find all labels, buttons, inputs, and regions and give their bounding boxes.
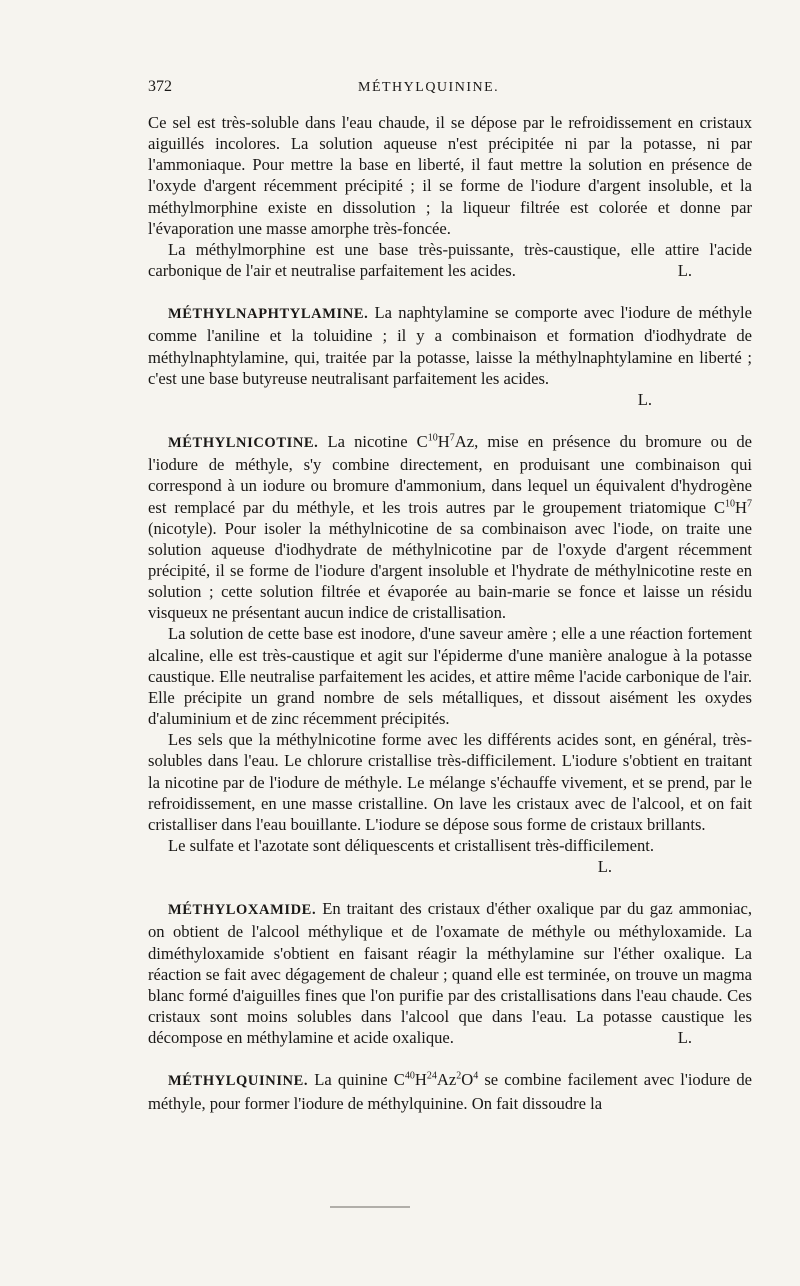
formula-subscript: 40 (404, 1070, 415, 1082)
entry-text: H (414, 1070, 427, 1090)
entry-methylquinine (148, 1069, 752, 1113)
author-signature: L. (677, 261, 692, 281)
formula-subscript: 7 (747, 497, 752, 509)
entry-text: La nicotine C (327, 432, 428, 452)
running-title: MÉTHYLQUININE. (358, 80, 500, 95)
entry-text: se combine facilement avec l'iodure de méthyle, pour former l'iodure de méthylquinine. On fait dissoudre la (148, 1070, 753, 1113)
entry-text: (nicotyle). Pour isoler la méthylnicotine de sa combinaison avec l'iode, on traite une solution aqueuse d'iodhydrate de méthylnicotine par de l'oxyde d'argent récemment précipité, il se forme de l'iodure d'argent insoluble et l'hydrate de méthylnicotine reste en solution ; cette solution filtrée et évaporée au bain-marie se fonce et laisse un résidu visqueux ne présentant aucun indice de cristallisation. (148, 518, 752, 623)
formula-subscript: 10 (427, 432, 438, 444)
entry-keyword: MÉTHYLOXAMIDE. (168, 902, 317, 919)
formula-subscript: 2 (456, 1070, 462, 1082)
entry-methyloxamide (148, 898, 752, 1048)
paragraph (148, 239, 752, 281)
paragraph-text: La méthylmorphine est une base très-puissante, très-caustique, elle attire l'acide carbonique de l'air et neutralise parfaitement les acides. (148, 239, 752, 281)
body-text (148, 112, 752, 1114)
paragraph: Ce sel est très-soluble dans l'eau chaude, il se dépose par le refroidissement en cristaux aiguillés incolores. La solution aqueuse n'est précipitée ni par la potasse, ni par l'ammoniaque. Pour mettre la base en liberté, il faut mettre la solution en présence de l'oxyde d'argent récemment précipité ; il se forme de l'iodure d'argent insoluble, et la méthylmorphine existe en dissolution ; la liqueur filtrée est colorée et donne par l'évaporation une masse amorphe très-foncée. (148, 113, 752, 238)
entry-text: H (735, 497, 747, 517)
paragraph: Le sulfate et l'azotate sont déliquescents et cristallisent très-difficilement. (168, 836, 655, 855)
page-header (148, 78, 752, 106)
paragraph: Les sels que la méthylnicotine forme avec les différents acides sont, en général, très-solubles dans l'eau. Le chlorure cristallise très-difficilement. L'iodure s'obtient en traitant la nicotine par de l'iodure de méthyle. Le mélange s'échauffe vivement, et se prend, par le refroidissement, en une masse cristalline. On lave les cristaux avec de l'alcool, et on fait cristalliser dans l'eau bouillante. L'iodure se dépose sous forme de cristaux brillants. (148, 730, 752, 834)
entry-text: En traitant des cristaux d'éther oxalique par du gaz ammoniac, on obtient de l'alcool méthylique et de l'oxamate de méthyle ou méthyloxamide. La diméthyloxamide s'obtient en faisant réagir la méthylamine sur l'éther oxalique. La réaction se fait avec dégagement de chaleur ; quand elle est terminée, on trouve un magma blanc formé d'aiguilles fines que l'on purifie par des cristallisations dans l'eau chaude. Ces cristaux sont moins solubles dans l'alcool que dans l'eau. La potasse caustique les décompose en méthylamine et acide oxalique. (148, 899, 752, 1048)
entry-text: Az, mise en présence du bromure ou de l'iodure de méthyle, s'y combine directement, en produisant une combinaison qui correspond à un iodure ou bromure d'ammonium, dans lequel un équivalent d'hydrogène est remplacé par du méthyle, et les trois autres par le groupement triatomique C (148, 432, 752, 517)
entry-methylnaphtylamine (148, 302, 752, 389)
entry-keyword: MÉTHYLNICOTINE. (168, 435, 319, 452)
page-number: 372 (148, 78, 172, 95)
formula-subscript: 10 (725, 497, 736, 509)
entry-text: Az (436, 1070, 457, 1090)
entry-text: H (437, 432, 450, 452)
entry-keyword: MÉTHYLQUININE. (168, 1073, 309, 1090)
entry-text: O (461, 1070, 474, 1090)
formula-subscript: 4 (473, 1070, 479, 1082)
formula-subscript: 7 (449, 432, 455, 444)
entry-text: La naphtylamine se comporte avec l'iodure de méthyle comme l'aniline et la toluidine ; il y a combinaison et formation d'iodhydrate de méthylnaphtylamine, qui, traitée par la potasse, laisse la méthylnaphtylamine en liberté ; c'est une base butyreuse neutralisant parfaitement les acides. (148, 303, 752, 388)
footer-printer-mark (330, 1206, 410, 1208)
paragraph: La solution de cette base est inodore, d'une saveur amère ; elle a une réaction fortement alcaline, elle est très-caustique et agit sur l'épiderme d'une manière analogue à la potasse caustique. Elle neutralise parfaitement les acides, et attire même l'acide carbonique de l'air. Elle précipite un grand nombre de sels métalliques, et dissout aisément les oxydes d'aluminium et de zinc récemment précipités. (148, 624, 752, 729)
entry-text: La quinine C (314, 1070, 405, 1090)
author-signature: L. (597, 857, 612, 877)
formula-subscript: 24 (426, 1070, 437, 1082)
entry-methylnicotine (148, 431, 752, 623)
author-signature: L. (637, 389, 652, 409)
entry-keyword: MÉTHYLNAPHTYLAMINE. (168, 306, 369, 323)
author-signature: L. (677, 1028, 692, 1048)
